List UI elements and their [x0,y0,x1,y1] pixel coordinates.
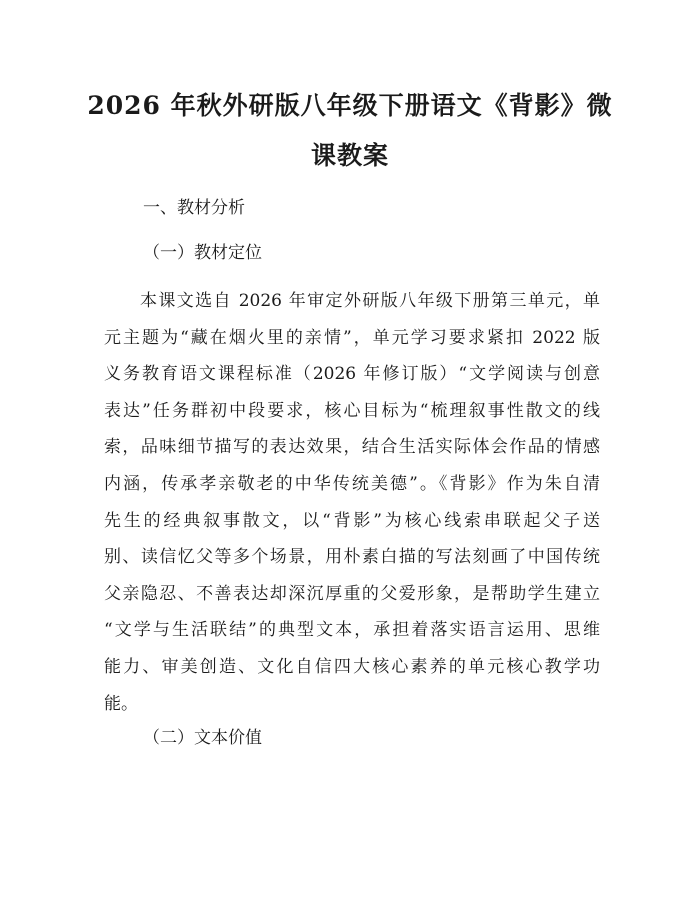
paragraph-line: 内涵，传承孝亲敬老的中华传统美德”。《背影》作为朱自清 [104,473,600,494]
paragraph-line: 先生的经典叙事散文，以“背影”为核心线索串联起父子送 [104,510,600,531]
paragraph-line: 索，品味细节描写的表达效果，结合生活实际体会作品的情感 [104,437,600,458]
paragraph-line: “文学与生活联结”的典型文本，承担着落实语言运用、思维 [104,620,600,641]
paragraph-line: 能力、审美创造、文化自信四大核心素养的单元核心教学功 [104,656,600,677]
paragraph-line: 本课文选自 2026 年审定外研版八年级下册第三单元，单 [140,291,600,311]
paragraph-line: 义务教育语文课程标准（2026 年修订版）“文学阅读与创意 [104,364,600,385]
section-heading-textbook-analysis: 一、教材分析 [143,198,245,218]
paragraph-textbook-positioning [104,283,600,722]
paragraph-line: 父亲隐忍、不善表达却深沉厚重的父爱形象，是帮助学生建立 [104,583,600,604]
document-title-line-2: 课教案 [310,141,389,170]
paragraph-line: 元主题为“藏在烟火里的亲情”，单元学习要求紧扣 2022 版 [104,327,600,348]
subsection-heading-text-value: （二）文本价值 [143,728,262,748]
subsection-heading-positioning: （一）教材定位 [143,243,262,263]
paragraph-line: 表达”任务群初中段要求，核心目标为“梳理叙事性散文的线 [104,400,600,421]
document-title-line-1: 2026 年秋外研版八年级下册语文《背影》微 [87,91,613,120]
paragraph-line: 别、读信忆父等多个场景，用朴素白描的写法刻画了中国传统 [104,547,600,568]
paragraph-line: 能。 [104,693,138,714]
